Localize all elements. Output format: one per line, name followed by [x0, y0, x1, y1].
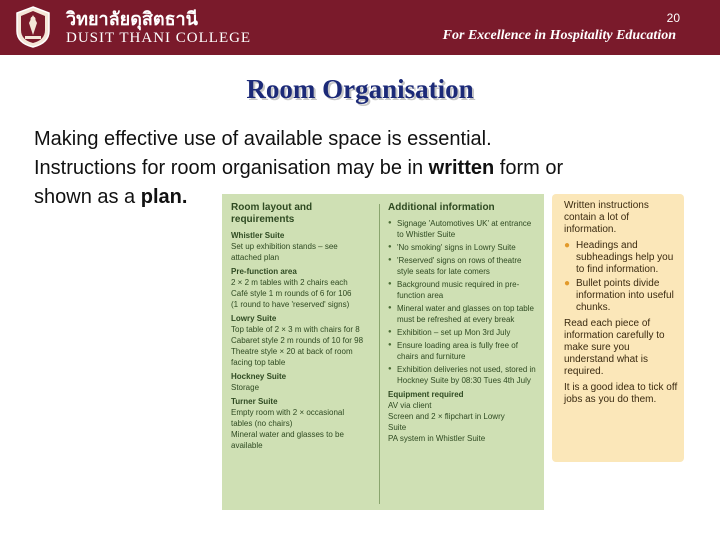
- college-name-english: DUSIT THANI COLLEGE: [66, 30, 252, 46]
- page-number: 20: [666, 11, 680, 25]
- section-line: available: [231, 441, 263, 450]
- equipment-line: Screen and 2 × flipchart in Lowry: [388, 412, 505, 421]
- body-line-1: Making effective use of available space is essential.: [34, 128, 492, 150]
- equipment-line: AV via client: [388, 401, 432, 410]
- tips-callout: [552, 194, 684, 462]
- list-item: ● Background music required in pre-function area: [388, 279, 538, 301]
- list-item: ● Signage 'Automotives UK' at entrance to Whistler Suite: [388, 218, 538, 240]
- section-line: attached plan: [231, 253, 280, 262]
- emphasis-plan: plan.: [140, 186, 188, 208]
- additional-info-heading: Additional information: [388, 202, 495, 213]
- section-title: Whistler Suite: [231, 231, 285, 240]
- room-layout-column: [231, 202, 373, 451]
- section-title: Hockney Suite: [231, 372, 287, 381]
- body-line-3-start: shown as a: [34, 186, 141, 208]
- emphasis-written: written: [428, 157, 495, 179]
- callout-list: [564, 240, 680, 314]
- room-layout-heading: Room layout and requirements: [231, 202, 313, 225]
- section-title: Lowry Suite: [231, 314, 277, 323]
- list-item: ● Exhibition – set up Mon 3rd July: [388, 327, 538, 338]
- tips-callout-content: [564, 200, 680, 410]
- tagline: For Excellence in Hospitality Education: [442, 28, 676, 43]
- list-item: ● 'Reserved' signs on rows of theatre style seats for late comers: [388, 255, 538, 277]
- list-item: ● 'No smoking' signs in Lowry Suite: [388, 242, 538, 253]
- section-line: tables (no chairs): [231, 419, 293, 428]
- header-band: [0, 0, 720, 55]
- section-line: Mineral water and glasses to be: [231, 430, 344, 439]
- crest-seal-icon: [13, 5, 53, 49]
- list-item: ● Headings and subheadings help you to find information.: [564, 240, 680, 276]
- section-line: Storage: [231, 383, 260, 392]
- college-name-thai: วิทยาลัยดุสิตธานี: [66, 9, 198, 30]
- equipment-line: Suite: [388, 423, 407, 432]
- body-line-2-start: Instructions for room organisation may be in: [34, 157, 429, 179]
- slide-title-wrap: [0, 74, 720, 105]
- callout-paragraph-2: Read each piece of information carefully to make sure you understand what is required.: [564, 318, 665, 377]
- slide-title: Room Organisation: [246, 74, 474, 104]
- equipment-heading: Equipment required: [388, 390, 464, 399]
- section-line: 2 × 2 m tables with 2 chairs each: [231, 278, 348, 287]
- section-line: Empty room with 2 × occasional: [231, 408, 345, 417]
- additional-info-list: [388, 218, 538, 386]
- equipment-line: PA system in Whistler Suite: [388, 434, 486, 443]
- body-line-2: [34, 154, 694, 183]
- body-line-2-end: form or: [494, 157, 564, 179]
- panel-divider: [379, 204, 380, 504]
- section-line: (1 round to have 'reserved' signs): [231, 300, 350, 309]
- section-line: Top table of 2 × 3 m with chairs for 8: [231, 325, 360, 334]
- section-line: Café style 1 m rounds of 6 for 106: [231, 289, 352, 298]
- list-item: ● Ensure loading area is fully free of chairs and furniture: [388, 340, 538, 362]
- section-line: Theatre style × 20 at back of room: [231, 347, 353, 356]
- list-item: ● Exhibition deliveries not used, stored in Hockney Suite by 08:30 Tues 4th July: [388, 364, 538, 386]
- section-line: facing top table: [231, 358, 286, 367]
- section-line: Cabaret style 2 m rounds of 10 for 98: [231, 336, 364, 345]
- callout-paragraph-3: It is a good idea to tick off jobs as you do them.: [564, 382, 678, 405]
- section-line: Set up exhibition stands – see: [231, 242, 338, 251]
- list-item: ● Bullet points divide information into useful chunks.: [564, 278, 680, 314]
- room-instructions-panel: [222, 194, 544, 510]
- section-title: Pre-function area: [231, 267, 297, 276]
- list-item: ● Mineral water and glasses on top table must be refreshed at every break: [388, 303, 538, 325]
- callout-intro: Written instructions contain a lot of information.: [564, 200, 649, 235]
- section-title: Turner Suite: [231, 397, 278, 406]
- additional-info-column: [388, 202, 538, 444]
